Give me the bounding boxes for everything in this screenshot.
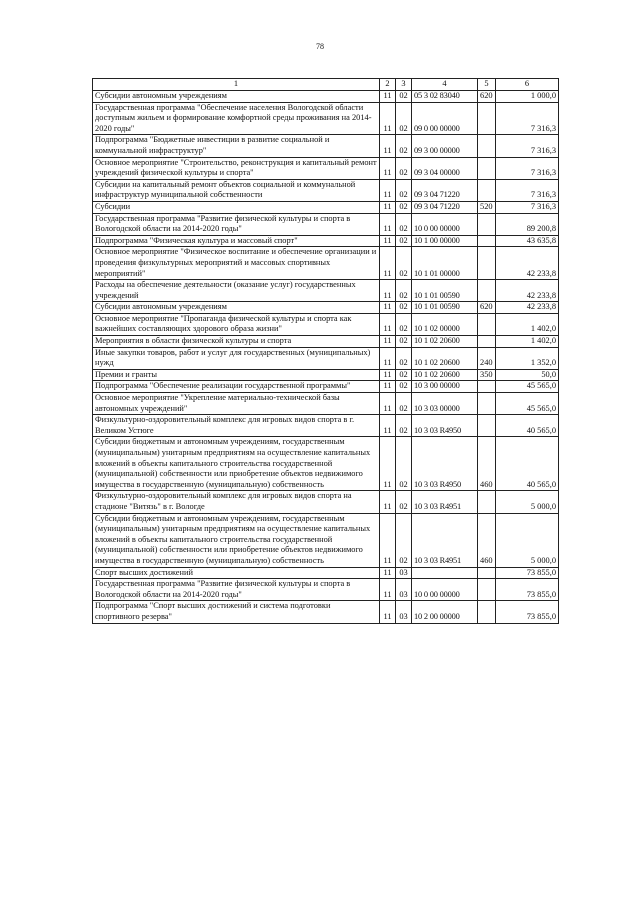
- section-code-cell: 11: [380, 235, 396, 247]
- subsection-code-cell: 02: [396, 235, 412, 247]
- table-row: [93, 157, 559, 179]
- table-row: [93, 567, 559, 579]
- target-article-cell: 09 3 04 71220: [412, 201, 478, 213]
- amount-cell: 42 233,8: [496, 280, 559, 302]
- amount-cell: 73 855,0: [496, 579, 559, 601]
- subsection-code-cell: 02: [396, 347, 412, 369]
- table-row: [93, 201, 559, 213]
- table-row: [93, 437, 559, 491]
- expense-type-cell: 240: [478, 347, 496, 369]
- subsection-code-cell: 02: [396, 437, 412, 491]
- target-article-cell: 05 3 02 83040: [412, 91, 478, 103]
- row-name-cell: Иные закупки товаров, работ и услуг для государственных (муниципальных) нужд: [93, 347, 380, 369]
- expense-type-cell: [478, 601, 496, 623]
- amount-cell: 7 316,3: [496, 157, 559, 179]
- column-header: 2: [380, 79, 396, 91]
- target-article-cell: 10 3 03 00000: [412, 393, 478, 415]
- expense-type-cell: [478, 179, 496, 201]
- amount-cell: 1 402,0: [496, 313, 559, 335]
- amount-cell: 40 565,0: [496, 415, 559, 437]
- amount-cell: 89 200,8: [496, 213, 559, 235]
- subsection-code-cell: 02: [396, 91, 412, 103]
- table-row: [93, 369, 559, 381]
- column-header: 6: [496, 79, 559, 91]
- target-article-cell: 10 1 01 00590: [412, 302, 478, 314]
- target-article-cell: 10 3 03 R4951: [412, 491, 478, 513]
- expense-type-cell: [478, 280, 496, 302]
- expense-type-cell: [478, 135, 496, 157]
- table-row: [93, 102, 559, 135]
- expense-type-cell: [478, 235, 496, 247]
- row-name-cell: Субсидии автономным учреждениям: [93, 302, 380, 314]
- row-name-cell: Государственная программа "Развитие физической культуры и спорта в Вологодской области на 2014-2020 годы": [93, 213, 380, 235]
- target-article-cell: 09 3 04 71220: [412, 179, 478, 201]
- section-code-cell: 11: [380, 415, 396, 437]
- table-row: [93, 247, 559, 280]
- section-code-cell: 11: [380, 280, 396, 302]
- subsection-code-cell: 02: [396, 381, 412, 393]
- table-row: [93, 179, 559, 201]
- table-row: [93, 579, 559, 601]
- target-article-cell: 10 3 03 R4950: [412, 415, 478, 437]
- column-header: 1: [93, 79, 380, 91]
- expense-type-cell: [478, 313, 496, 335]
- target-article-cell: 10 3 03 R4951: [412, 513, 478, 567]
- expense-type-cell: 460: [478, 513, 496, 567]
- row-name-cell: Субсидии бюджетным и автономным учреждениям, государственным (муниципальным) унитарным предприятиям на осуществление капитальных вложений в объекты капитального строительства государственной (муниципальной) собственности или приобретение объектов недвижимого имущества в государственную (муниципальную) собственность: [93, 513, 380, 567]
- subsection-code-cell: 03: [396, 567, 412, 579]
- target-article-cell: 10 1 02 20600: [412, 369, 478, 381]
- section-code-cell: 11: [380, 102, 396, 135]
- table-row: [93, 336, 559, 348]
- row-name-cell: Государственная программа "Обеспечение населения Вологодской области доступным жильем и формирование комфортной среды проживания на 2014-2020 годы": [93, 102, 380, 135]
- row-name-cell: Государственная программа "Развитие физической культуры и спорта в Вологодской области на 2014-2020 годы": [93, 579, 380, 601]
- target-article-cell: 09 3 00 00000: [412, 135, 478, 157]
- row-name-cell: Основное мероприятие "Строительство, реконструкция и капитальный ремонт учреждений физической культуры и спорта": [93, 157, 380, 179]
- section-code-cell: 11: [380, 513, 396, 567]
- target-article-cell: 10 1 01 00590: [412, 280, 478, 302]
- expense-type-cell: [478, 491, 496, 513]
- target-article-cell: 10 0 00 00000: [412, 579, 478, 601]
- expense-type-cell: [478, 567, 496, 579]
- budget-table-body: [93, 91, 559, 624]
- row-name-cell: Физкультурно-оздоровительный комплекс для игровых видов спорта на стадионе "Витязь" в г. Вологде: [93, 491, 380, 513]
- amount-cell: 42 233,8: [496, 302, 559, 314]
- expense-type-cell: [478, 247, 496, 280]
- subsection-code-cell: 02: [396, 157, 412, 179]
- section-code-cell: 11: [380, 302, 396, 314]
- table-row: [93, 135, 559, 157]
- subsection-code-cell: 02: [396, 247, 412, 280]
- section-code-cell: 11: [380, 601, 396, 623]
- amount-cell: 1 000,0: [496, 91, 559, 103]
- budget-table: [92, 78, 559, 624]
- subsection-code-cell: 02: [396, 135, 412, 157]
- amount-cell: 42 233,8: [496, 247, 559, 280]
- section-code-cell: 11: [380, 313, 396, 335]
- amount-cell: 45 565,0: [496, 393, 559, 415]
- row-name-cell: Субсидии на капитальный ремонт объектов социальной и коммунальной инфраструктур муниципальной собственности: [93, 179, 380, 201]
- amount-cell: 7 316,3: [496, 179, 559, 201]
- target-article-cell: 10 1 02 20600: [412, 336, 478, 348]
- amount-cell: 43 635,8: [496, 235, 559, 247]
- row-name-cell: Основное мероприятие "Укрепление материально-технической базы автономных учреждений": [93, 393, 380, 415]
- target-article-cell: 10 1 00 00000: [412, 235, 478, 247]
- section-code-cell: 11: [380, 213, 396, 235]
- table-row: [93, 313, 559, 335]
- section-code-cell: 11: [380, 135, 396, 157]
- row-name-cell: Мероприятия в области физической культуры и спорта: [93, 336, 380, 348]
- row-name-cell: Подпрограмма "Обеспечение реализации государственной программы": [93, 381, 380, 393]
- target-article-cell: 10 3 03 R4950: [412, 437, 478, 491]
- section-code-cell: 11: [380, 179, 396, 201]
- amount-cell: 7 316,3: [496, 135, 559, 157]
- table-row: [93, 415, 559, 437]
- target-article-cell: [412, 567, 478, 579]
- subsection-code-cell: 02: [396, 102, 412, 135]
- table-row: [93, 393, 559, 415]
- subsection-code-cell: 02: [396, 280, 412, 302]
- target-article-cell: 10 1 01 00000: [412, 247, 478, 280]
- subsection-code-cell: 02: [396, 415, 412, 437]
- target-article-cell: 10 1 02 00000: [412, 313, 478, 335]
- section-code-cell: 11: [380, 347, 396, 369]
- row-name-cell: Подпрограмма "Бюджетные инвестиции в развитие социальной и коммунальной инфраструктур": [93, 135, 380, 157]
- subsection-code-cell: 02: [396, 302, 412, 314]
- target-article-cell: 09 0 00 00000: [412, 102, 478, 135]
- subsection-code-cell: 02: [396, 513, 412, 567]
- amount-cell: 5 000,0: [496, 491, 559, 513]
- amount-cell: 1 402,0: [496, 336, 559, 348]
- subsection-code-cell: 02: [396, 201, 412, 213]
- row-name-cell: Субсидии бюджетным и автономным учреждениям, государственным (муниципальным) унитарным предприятиям на осуществление капитальных вложений в объекты капитального строительства государственной (муниципальной) собственности или приобретение объектов недвижимого имущества в государственную (муниципальную) собственность: [93, 437, 380, 491]
- row-name-cell: Расходы на обеспечение деятельности (оказание услуг) государственных учреждений: [93, 280, 380, 302]
- row-name-cell: Субсидии автономным учреждениям: [93, 91, 380, 103]
- table-row: [93, 381, 559, 393]
- expense-type-cell: [478, 393, 496, 415]
- amount-cell: 45 565,0: [496, 381, 559, 393]
- subsection-code-cell: 03: [396, 579, 412, 601]
- section-code-cell: 11: [380, 491, 396, 513]
- row-name-cell: Физкультурно-оздоровительный комплекс для игровых видов спорта в г. Великом Устюге: [93, 415, 380, 437]
- section-code-cell: 11: [380, 369, 396, 381]
- amount-cell: 73 855,0: [496, 601, 559, 623]
- row-name-cell: Субсидии: [93, 201, 380, 213]
- amount-cell: 1 352,0: [496, 347, 559, 369]
- amount-cell: 50,0: [496, 369, 559, 381]
- row-name-cell: Основное мероприятие "Физическое воспитание и обеспечение организации и проведения физкультурных мероприятий и массовых спортивных мероприятий": [93, 247, 380, 280]
- section-code-cell: 11: [380, 157, 396, 179]
- expense-type-cell: 460: [478, 437, 496, 491]
- page-number: 78: [316, 42, 324, 51]
- expense-type-cell: [478, 213, 496, 235]
- table-row: [93, 601, 559, 623]
- amount-cell: 7 316,3: [496, 102, 559, 135]
- table-row: [93, 302, 559, 314]
- row-name-cell: Премии и гранты: [93, 369, 380, 381]
- target-article-cell: 10 0 00 00000: [412, 213, 478, 235]
- subsection-code-cell: 03: [396, 601, 412, 623]
- subsection-code-cell: 02: [396, 369, 412, 381]
- amount-cell: 7 316,3: [496, 201, 559, 213]
- table-row: [93, 213, 559, 235]
- expense-type-cell: [478, 336, 496, 348]
- section-code-cell: 11: [380, 381, 396, 393]
- subsection-code-cell: 02: [396, 491, 412, 513]
- amount-cell: 40 565,0: [496, 437, 559, 491]
- column-header: 4: [412, 79, 478, 91]
- target-article-cell: 10 2 00 00000: [412, 601, 478, 623]
- column-number-row: [93, 79, 559, 91]
- subsection-code-cell: 02: [396, 213, 412, 235]
- expense-type-cell: 620: [478, 91, 496, 103]
- expense-type-cell: [478, 157, 496, 179]
- expense-type-cell: [478, 415, 496, 437]
- section-code-cell: 11: [380, 91, 396, 103]
- row-name-cell: Подпрограмма "Физическая культура и массовый спорт": [93, 235, 380, 247]
- amount-cell: 5 000,0: [496, 513, 559, 567]
- subsection-code-cell: 02: [396, 393, 412, 415]
- target-article-cell: 10 3 00 00000: [412, 381, 478, 393]
- amount-cell: 73 855,0: [496, 567, 559, 579]
- table-row: [93, 235, 559, 247]
- section-code-cell: 11: [380, 201, 396, 213]
- table-row: [93, 491, 559, 513]
- section-code-cell: 11: [380, 393, 396, 415]
- section-code-cell: 11: [380, 437, 396, 491]
- section-code-cell: 11: [380, 567, 396, 579]
- column-header: 3: [396, 79, 412, 91]
- table-row: [93, 347, 559, 369]
- row-name-cell: Основное мероприятие "Пропаганда физической культуры и спорта как важнейших составляющих здорового образа жизни": [93, 313, 380, 335]
- subsection-code-cell: 02: [396, 313, 412, 335]
- expense-type-cell: [478, 102, 496, 135]
- expense-type-cell: [478, 381, 496, 393]
- section-code-cell: 11: [380, 336, 396, 348]
- table-row: [93, 513, 559, 567]
- subsection-code-cell: 02: [396, 179, 412, 201]
- row-name-cell: Подпрограмма "Спорт высших достижений и система подготовки спортивного резерва": [93, 601, 380, 623]
- section-code-cell: 11: [380, 579, 396, 601]
- expense-type-cell: 620: [478, 302, 496, 314]
- row-name-cell: Спорт высших достижений: [93, 567, 380, 579]
- subsection-code-cell: 02: [396, 336, 412, 348]
- expense-type-cell: [478, 579, 496, 601]
- expense-type-cell: 350: [478, 369, 496, 381]
- table-row: [93, 91, 559, 103]
- table-row: [93, 280, 559, 302]
- target-article-cell: 10 1 02 20600: [412, 347, 478, 369]
- expense-type-cell: 520: [478, 201, 496, 213]
- section-code-cell: 11: [380, 247, 396, 280]
- target-article-cell: 09 3 04 00000: [412, 157, 478, 179]
- column-header: 5: [478, 79, 496, 91]
